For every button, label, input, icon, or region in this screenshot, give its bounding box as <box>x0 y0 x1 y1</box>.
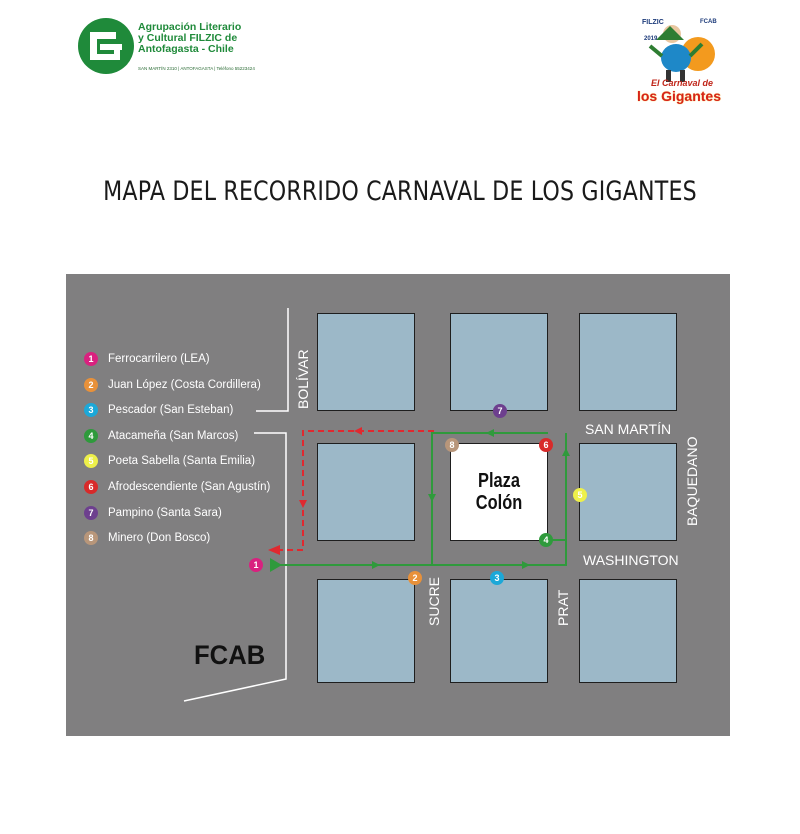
fcab-label: FCAB <box>194 640 266 670</box>
green-route-arrow <box>522 561 530 569</box>
event-brand-right: FCAB <box>700 19 717 25</box>
red-route-arrow <box>268 545 280 555</box>
green-route-arrow <box>486 429 494 437</box>
org-line3: Antofagasta - Chile <box>138 43 234 55</box>
route-map <box>66 274 730 736</box>
green-route-line <box>270 433 548 565</box>
legend-number-badge: 1 <box>84 352 98 366</box>
org-subline: SAN MARTÍN 2310 | ANTOFAGASTA | Teléfono 55223424 <box>138 66 255 71</box>
legend-number-badge: 3 <box>84 403 98 417</box>
street-bolivar: BOLÍVAR <box>295 349 311 409</box>
street-sucre: SUCRE <box>426 576 442 626</box>
red-route-arrow <box>354 427 362 435</box>
legend-label: Ferrocarrilero (LEA) <box>108 353 210 365</box>
route-marker-3: 3 <box>490 571 504 585</box>
legend-label: Afrodescendiente (San Agustín) <box>108 481 271 493</box>
org-line2: y Cultural FILZIC de <box>138 32 238 44</box>
legend-number-badge: 4 <box>84 429 98 443</box>
legend-label: Pescador (San Esteban) <box>108 404 234 417</box>
red-route-line <box>280 431 434 550</box>
filzic-logo <box>76 16 255 76</box>
carnaval-logo <box>636 16 722 106</box>
street-prat: PRAT <box>555 589 571 626</box>
filzic-emblem-icon <box>76 16 136 76</box>
event-brand-left: FILZIC <box>642 19 664 26</box>
route-marker-2: 2 <box>408 571 422 585</box>
legend-number-badge: 5 <box>84 454 98 468</box>
route-marker-1: 1 <box>249 558 263 572</box>
route-marker-4: 4 <box>539 533 553 547</box>
filzic-logo-text <box>138 22 248 55</box>
event-logo-line1: El Carnaval de <box>650 78 714 88</box>
bolivar-edge-line <box>256 308 288 411</box>
route-marker-7: 7 <box>493 404 507 418</box>
plaza-name-line1: Plaza <box>478 470 520 492</box>
street-san-martin: SAN MARTÍN <box>585 421 672 437</box>
legend-label: Minero (Don Bosco) <box>108 532 211 545</box>
route-marker-6: 6 <box>539 438 553 452</box>
legend-number-badge: 2 <box>84 378 98 392</box>
red-route-arrow <box>299 500 307 508</box>
route-marker-5: 5 <box>573 488 587 502</box>
green-route-arrow <box>562 448 570 456</box>
plaza-name-line2: Colón <box>475 492 523 514</box>
legend-label: Juan López (Costa Cordillera) <box>108 378 261 391</box>
legend-label: Pampino (Santa Sara) <box>108 506 222 519</box>
green-route-arrow <box>372 561 380 569</box>
event-brand-year: 2019 <box>644 36 658 42</box>
giant-figure-icon <box>636 16 722 86</box>
legend-number-badge: 7 <box>84 506 98 520</box>
green-route-arrow <box>428 494 436 502</box>
legend-number-badge: 8 <box>84 531 98 545</box>
legend-label: Atacameña (San Marcos) <box>108 429 239 442</box>
legend-number-badge: 6 <box>84 480 98 494</box>
legend-label: Poeta Sabella (Santa Emilia) <box>108 455 256 468</box>
green-route-start <box>270 558 282 572</box>
route-marker-8: 8 <box>445 438 459 452</box>
event-logo-line2: los Gigantes <box>636 88 722 104</box>
street-baquedano: BAQUEDANO <box>684 436 700 526</box>
page-title: MAPA DEL RECORRIDO CARNAVAL DE LOS GIGANTES <box>103 176 697 207</box>
street-washington: WASHINGTON <box>583 552 679 568</box>
org-line1: Agrupación Literario <box>138 21 242 33</box>
